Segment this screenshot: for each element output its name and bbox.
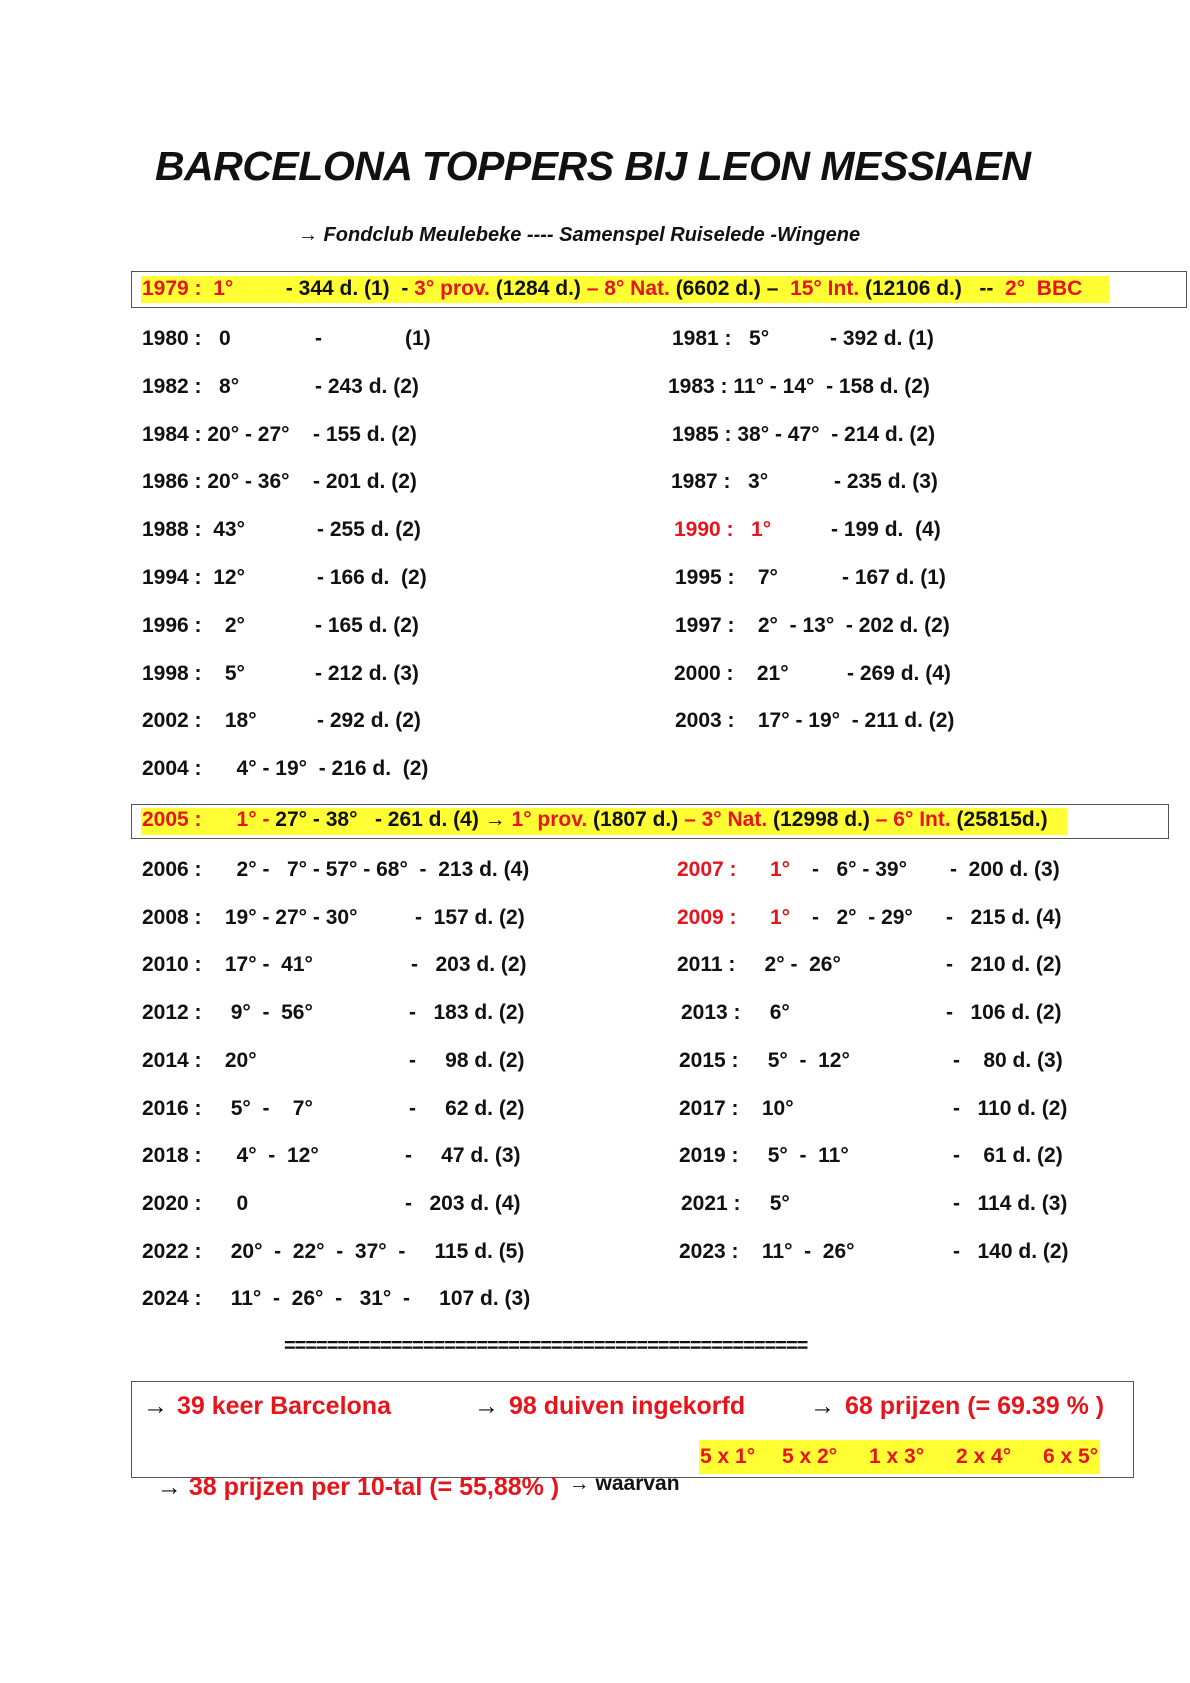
result-cell: 1986 : 20° - 36° xyxy=(142,470,290,494)
result-cell: 2014 : 20° xyxy=(142,1048,257,1072)
result-cell: 1° xyxy=(770,905,791,929)
result-cell: - 183 d. (2) xyxy=(409,1001,525,1025)
text-segment: 3° prov. xyxy=(414,277,490,300)
result-cell: - 61 d. (2) xyxy=(953,1144,1063,1168)
arrow-icon: → xyxy=(810,1392,835,1420)
result-cell: - 201 d. (2) xyxy=(313,470,417,494)
text-segment: (1284 d.) xyxy=(489,277,587,300)
result-cell: 1983 : 11° - 14° - 158 d. (2) xyxy=(668,374,930,398)
text-segment: – 3° Nat. xyxy=(684,808,768,831)
arrow-icon: → xyxy=(156,1473,182,1501)
result-cell: - 157 d. (2) xyxy=(415,905,525,929)
summary-row-2 xyxy=(143,1444,559,1502)
result-cell: 2013 : 6° xyxy=(681,1001,790,1025)
result-cell: 2022 : 20° - 22° - 37° - 115 d. (5) xyxy=(142,1239,525,1263)
text-segment: 27° - 38° - 261 d. (4) → xyxy=(269,808,512,831)
result-cell: - xyxy=(315,327,322,350)
result-cell: - 165 d. (2) xyxy=(315,613,419,637)
summary-stat: 68 prijzen (= 69.39 % ) xyxy=(838,1392,1105,1420)
text-segment: - 344 d. (1) - xyxy=(233,277,415,300)
result-cell: - 235 d. (3) xyxy=(834,470,938,494)
result-cell: - 6° - 39° xyxy=(812,858,907,881)
result-cell: 2003 : 17° - 19° - 211 d. (2) xyxy=(675,709,955,733)
result-cell: - 200 d. (3) xyxy=(950,858,1060,881)
result-cell: 1984 : 20° - 27° xyxy=(142,422,290,446)
result-cell: 1980 : 0 xyxy=(142,327,231,350)
result-cell: - 243 d. (2) xyxy=(315,374,419,398)
result-cell: 2012 : 9° - 56° xyxy=(142,1001,313,1025)
result-cell: 1985 : 38° - 47° - 214 d. (2) xyxy=(672,422,936,446)
result-cell: (1) xyxy=(405,327,431,350)
result-cell: 2006 : 2° - 7° - 57° - 68° - 213 d. (4) xyxy=(142,858,530,881)
result-cell: 2009 : xyxy=(677,905,737,929)
result-cell: 2008 : 19° - 27° - 30° xyxy=(142,905,358,929)
result-cell: - 167 d. (1) xyxy=(842,566,946,589)
text-segment: 2° BBC xyxy=(1005,277,1083,300)
result-cell: - 47 d. (3) xyxy=(405,1144,521,1168)
result-cell: 1996 : 2° xyxy=(142,613,245,637)
breakdown-item: 5 x 1° xyxy=(700,1445,756,1468)
summary-stat: 98 duiven ingekorfd xyxy=(502,1392,746,1420)
result-cell: 1997 : 2° - 13° - 202 d. (2) xyxy=(675,613,950,637)
separator: ================================================= xyxy=(284,1335,808,1357)
result-cell: 2024 : 11° - 26° - 31° - 107 d. (3) xyxy=(142,1287,531,1311)
result-cell: 2019 : 5° - 11° xyxy=(679,1144,849,1168)
result-cell: 2016 : 5° - 7° xyxy=(142,1096,313,1120)
result-cell: 2021 : 5° xyxy=(681,1191,790,1215)
text-segment: 2005 : 1° - xyxy=(142,808,270,831)
result-cell: - 203 d. (2) xyxy=(411,953,527,977)
result-cell: 2002 : 18° xyxy=(142,709,257,733)
result-cell: 1994 : 12° xyxy=(142,566,245,589)
result-cell: - 212 d. (3) xyxy=(315,661,419,685)
prizes-per-ten: 38 prijzen per 10-tal (= 55,88% ) xyxy=(181,1473,560,1501)
result-cell: 2011 : 2° - 26° xyxy=(677,953,841,977)
result-cell: 2023 : 11° - 26° xyxy=(679,1239,855,1263)
text-segment: (12106 d.) -- xyxy=(859,277,1006,300)
breakdown-item: 5 x 2° xyxy=(782,1445,838,1468)
text-segment: 1° prov. xyxy=(511,808,588,831)
result-cell: - 269 d. (4) xyxy=(847,661,951,685)
breakdown-item: 2 x 4° xyxy=(956,1445,1012,1468)
result-cell: - 255 d. (2) xyxy=(317,518,421,542)
result-cell: - 199 d. (4) xyxy=(831,518,941,542)
text-segment: (1807 d.) xyxy=(587,808,685,831)
breakdown-item: 1 x 3° xyxy=(869,1445,925,1468)
result-cell: - 110 d. (2) xyxy=(953,1096,1068,1120)
result-cell: 1° xyxy=(770,858,791,881)
text-segment: (12998 d.) xyxy=(767,808,876,831)
result-cell: - 2° - 29° xyxy=(812,905,913,929)
result-cell: - 106 d. (2) xyxy=(946,1001,1062,1025)
text-segment: (6602 d.) – xyxy=(669,277,791,300)
result-cell: - 203 d. (4) xyxy=(405,1191,521,1215)
result-1979 xyxy=(142,277,1082,301)
result-cell: - 392 d. (1) xyxy=(830,327,934,350)
result-cell: 2020 : 0 xyxy=(142,1191,249,1215)
result-cell: - 215 d. (4) xyxy=(946,905,1062,929)
text-segment: 1979 : 1° xyxy=(142,277,234,300)
result-cell: 1990 : 1° xyxy=(674,518,772,542)
result-cell: 1982 : 8° xyxy=(142,374,240,398)
result-cell: 1998 : 5° xyxy=(142,661,245,685)
result-cell: 2015 : 5° - 12° xyxy=(679,1048,850,1072)
subtitle: → Fondclub Meulebeke ---- Samenspel Ruiselede -Wingene xyxy=(298,224,861,246)
arrow-icon: → xyxy=(568,1472,590,1495)
result-2005 xyxy=(142,808,1048,832)
waarvan-label: → waarvan xyxy=(568,1472,680,1495)
result-cell: - 114 d. (3) xyxy=(953,1191,1068,1215)
result-cell: - 140 d. (2) xyxy=(953,1239,1069,1263)
result-cell: 1995 : 7° xyxy=(675,566,778,589)
arrow-icon: → xyxy=(474,1392,499,1420)
text-segment: – 6° Int. xyxy=(875,808,951,831)
result-cell: - 98 d. (2) xyxy=(409,1048,525,1072)
result-cell: - 210 d. (2) xyxy=(946,953,1062,977)
result-cell: 2010 : 17° - 41° xyxy=(142,953,313,977)
summary-stat: 39 keer Barcelona xyxy=(170,1392,391,1420)
text-segment: 15° Int. xyxy=(790,277,860,300)
text-segment: (25815d.) xyxy=(950,808,1048,831)
text-segment: – 8° Nat. xyxy=(586,277,670,300)
breakdown-item: 6 x 5° xyxy=(1043,1445,1099,1468)
arrow-icon: → xyxy=(143,1392,168,1420)
result-cell: 2004 : 4° - 19° - 216 d. (2) xyxy=(142,757,429,781)
result-cell: 2018 : 4° - 12° xyxy=(142,1144,319,1168)
result-cell: 1988 : 43° xyxy=(142,518,245,542)
result-cell: 2017 : 10° xyxy=(679,1096,794,1120)
result-cell: - 155 d. (2) xyxy=(313,422,417,446)
result-cell: - 80 d. (3) xyxy=(953,1048,1063,1072)
result-cell: - 166 d. (2) xyxy=(317,566,427,589)
result-cell: 1987 : 3° xyxy=(671,470,769,494)
result-cell: 2007 : xyxy=(677,858,737,881)
result-cell: 1981 : 5° xyxy=(672,327,770,350)
result-cell: - 292 d. (2) xyxy=(317,709,421,733)
result-cell: - 62 d. (2) xyxy=(409,1096,525,1120)
result-cell: 2000 : 21° xyxy=(674,661,789,685)
page-title: BARCELONA TOPPERS BIJ LEON MESSIAEN xyxy=(155,143,1031,189)
